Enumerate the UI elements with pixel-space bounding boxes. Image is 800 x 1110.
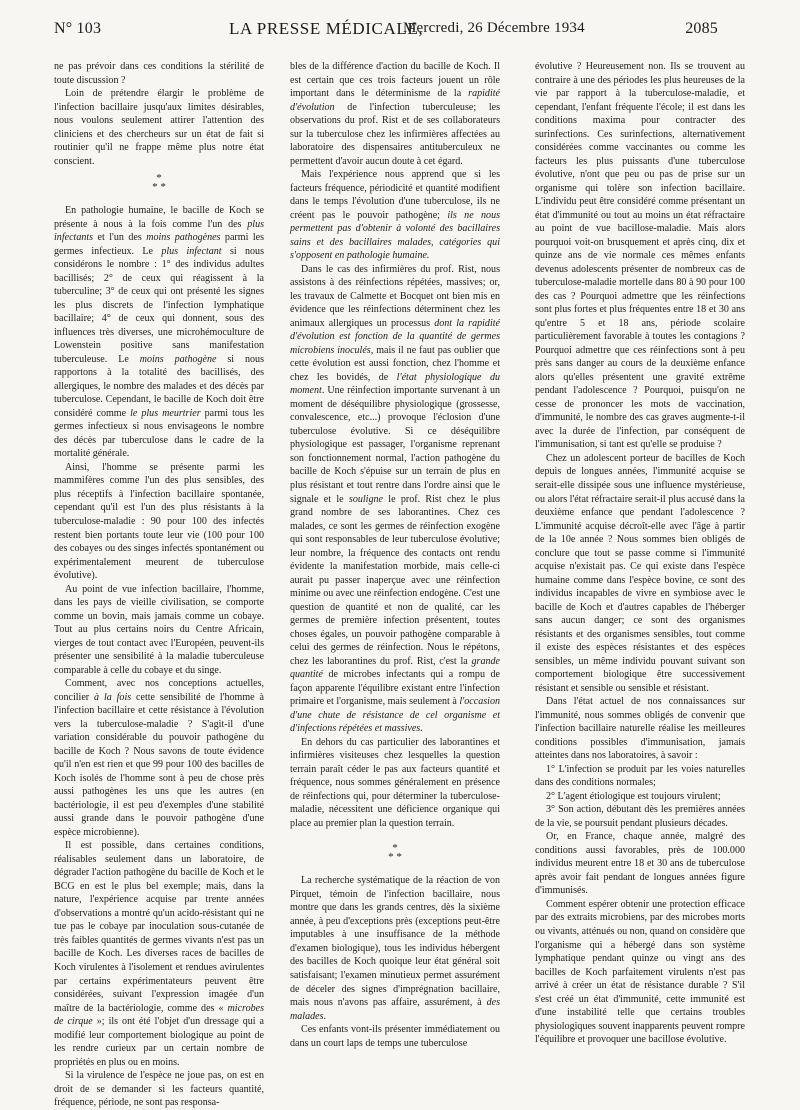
paragraph: ne pas prévoir dans ces conditions la stérilité de toute discussion ? <box>54 61 264 86</box>
paragraph: La recherche systématique de la réaction de von Pirquet, témoin de l'infection bacillaire, nous montre que dans les grands centres, dès la sixième année, à peu d'exceptions près (exceptions peut-être imputables à une insuffisance de la méthode d'examen biologique), tous les individus hébergent des bacilles de Koch quoique leur état général soit satisfaisant; l'examen minutieux permet assurément de déceler des signes d'imprégnation bacillaire, mais nous n'avons pas affaire, assurément, à des malades. <box>290 875 500 1022</box>
paragraph: Dans l'état actuel de nos connaissances sur l'immunité, nous sommes obligés de convenir que l'infection bacillaire naturelle réalise les meilleures conditions possibles d'immunisation, jamais atteintes dans nos laboratoires, à savoir : <box>535 696 745 762</box>
article-column-3 <box>535 60 745 1078</box>
paragraph: En dehors du cas particulier des laborantines et infirmières visiteuses chez lesquelles la question terrain paraît céder le pas aux facteurs quantité et fréquence, nous sommes généralement en présence de réinfections qui, pour déterminer la tuberculose-maladie, nécessitent une déficience organique qui place au premier plan la question terrain. <box>290 736 500 829</box>
page-number: 2085 <box>685 20 718 37</box>
paragraph: Chez un adolescent porteur de bacilles de Koch depuis de longues années, l'immunité acquise se serait-elle dissipée sous une influence mystérieuse, ou alors l'état réfractaire serait-il plus accusé dans la deuxième enfance que pendant l'adolescence ? L'immunité acquise décroît-elle avec l'âge à partir de la 10e année ? Nous sommes bien obligés de conclure que tout se passe comme si l'immunité acquise n'existait pas. Ce qui existe dans l'espèce humaine comme dans l'espèce bovine, ce sont des individus incapables de vivre en symbiose avec le bacille de Koch et d'autres capables de l'héberger sans aucun danger; ce sont des organismes résistants et des organismes sensibles, tout comme il existe des espèces résistantes et des espèces sensibles, un même individu pouvant suivant son comportement biologique être successivement résistant et sensible ou sensible et résistant. <box>535 452 745 694</box>
paragraph: Si la virulence de l'espèce ne joue pas, on est en droit de se demander si les facteurs quantité, fréquence, période, ne sont pas responsa- <box>54 1070 264 1109</box>
paragraph: Au point de vue infection bacillaire, l'homme, dans les pays de vieille civilisation, se comporte comme un bovin, mais jamais comme un cobaye. Tout au plus certains noirs du Centre Africain, vierges de tout contact avec l'Européen, peuvent-ils présenter une sensibilité à la maladie tuberculeuse comparable à celle du cobaye et du singe. <box>54 583 264 676</box>
paragraph: Loin de prétendre élargir le problème de l'infection bacillaire jusqu'aux limites désirables, nous voulons seulement attirer l'attention des cliniciens et des chercheurs sur un état de fait si routinier qu'il ne frappe même plus notre état conscient. <box>54 88 264 167</box>
list-item: 1° L'infection se produit par les voies naturelles dans des conditions normales; <box>535 763 745 789</box>
paragraph: En pathologie humaine, le bacille de Koch se présente à nous à la fois comme l'un des plus infectants et l'un des moins pathogènes parmi les germes infectieux. Le plus infectant si nous considérons le nombre : 1° des individus adultes bacillisés; 2° de ceux qui réagissent à la tuberculine; 3° de ceux qui ont présenté les signes les plus discrets de l'infection lymphatique bacillaire; 4° de ceux qui donnent, sous des influences très diverses, une microhémoculture de Lowenstein positive sans manifestation tuberculeuse. Le moins pathogène si nous rapportons à la totalité des bacillisés, des allergiques, le nombre des malades et des décès par tuberculose. Cependant, le bacille de Koch doit être considéré comme le plus meurtrier parmi tous les germes infectieux si nous envisageons le nombre des décès par tuberculose dans le cadre de la mortalité générale. <box>54 205 264 460</box>
section-separator: * * * <box>388 842 402 864</box>
paragraph: Ces enfants vont-ils présenter immédiatement ou dans un court laps de temps une tuberculose <box>290 1024 500 1049</box>
section-separator: * * * <box>152 172 166 194</box>
issue-number: N° 103 <box>54 20 102 37</box>
article-column-1 <box>54 60 265 1109</box>
paragraph: Comment, avec nos conceptions actuelles, concilier à la fois cette sensibilité de l'homme à l'infection bacillaire et cette résistance à l'évolution vers la tuberculose-maladie ? S'agit-il d'une variation considérable du pouvoir pathogène du bacille de Koch ? Nous savons de toute évidence qu'il n'en est rien et que 99 pour 100 des bacilles de Koch isolés de l'homme sont à peu de chose près aussi pathogènes les uns que les autres (en bactériologie, il est peu d'exemples d'une stabilité aussi grande dans le pouvoir pathogène d'une espèce microbienne). <box>54 678 264 838</box>
paragraph: évolutive ? Heureusement non. Ils se trouvent au contraire à une des périodes les plus heureuses de la vie par rapport à la tuberculose-maladie, et cependant, l'enfant fréquente l'école; il est dans les conditions maxima pour contracter des surinfections. Ces surinfections, alternativement considérées comme vaccinantes ou comme les facteurs les plus puissants d'une tuberculose évolutive, n'ont que peu ou pas de prise sur un organisme qui tolère son infection bacillaire. L'individu peut être considéré comme présentant un état d'immunité ou tout au moins un état réfractaire au point de vue bacillose-maladie. Mais alors pourquoi voit-on brusquement et après cinq, dix et quinze ans de vie normale ces mêmes enfants devenus adolescents présenter de nombreux cas de tuberculose-maladie mortelle dans 80 à 90 pour 100 des cas ? Pourquoi admettre que les réinfections sont plus fortes et plus fréquentes entre 18 et 30 ans qu'entre 5 et 18 ans, période scolaire particulièrement favorable à toutes les contagions ? Pourquoi admettre que ces réinfections sont à peu près sans danger au cours de la deuxième enfance alors qu'elles présentent une gravité extrême pendant l'adolescence ? Pourquoi, puisqu'on ne cesse de prononcer les mots de vaccination, d'immunité, le nombre des cas graves augmente-t-il avec la durée de l'infection, par conséquent de l'immunisation, si tant est qu'elle se produise ? <box>535 61 745 451</box>
paragraph: Or, en France, chaque année, malgré des conditions aussi favorables, près de 100.000 individus meurent entre 18 et 30 ans de tuberculose après avoir fait pendant de longues années figure d'immunisés. <box>535 831 745 897</box>
paragraph: Comment espérer obtenir une protection efficace par des extraits microbiens, par des microbes morts ou vivants, atténués ou non, quand on considère que l'organisme qui a hébergé dans son système lymphatique pendant quinze ou vingt ans des bacilles de Koch parfaitement virulents n'est pas arrivé à créer un état de résistance durable ? S'il s'est créé un état d'immunité, cette immunité est d'une instabilité telle que certains troubles physiologiques souvent inapparents peuvent rompre l'équilibre et provoquer une bacillose évolutive. <box>535 898 745 1046</box>
issue-date: Mercredi, 26 Décembre 1934 <box>403 20 585 36</box>
journal-title: LA PRESSE MÉDICALE, <box>229 19 424 38</box>
paragraph: bles de la différence d'action du bacille de Koch. Il est certain que ces trois facteurs jouent un rôle important dans le déterminisme de la rapidité d'évolution de l'infection tuberculeuse; les observations du prof. Rist et de ses collaborateurs sur la tuberculose chez les infirmières affectées au laboratoire des dispensaires antituberculeux ne permettent d'avoir aucun doute à cet égard. <box>290 61 500 167</box>
paragraph: Dans le cas des infirmières du prof. Rist, nous assistons à des réinfections répétées, massives; or, les travaux de Calmette et Bocquet ont bien mis en évidence que les réinfections déterminent chez les animaux allergiques un processus dont la rapidité d'évolution est fonction de la quantité de germes microbiens inoculés, mais il ne faut pas oublier que cette évolution est aussi fonction, chez l'homme et chez les bovidés, de l'état physiologique du moment. Une réinfection importante survenant à un moment de déséquilibre physiologique (grossesse, convalescence, etc...) provoque l'éclosion d'une tuberculose évolutive. Si ce déséquilibre physiologique est passager, l'organisme reprenant son fonctionnement normal, l'action pathogène du bacille de Koch s'épuise sur un terrain de plus en plus résistant et tout rentre dans l'ordre ainsi que le signale et le souligne le prof. Rist chez le plus grand nombre de ses laborantines. Chez ces malades, ce sont les germes de réinfection exogène qui sont responsables de leur tuberculose évolutive; leur nombre, la fréquence des contacts ont rendu évidente la manifestation morbide, mais celle-ci aurait pu passer inaperçue avec une réinfection minime ou avec une réinfection endogène. C'est une question de quantité et non de qualité, car les germes de première infection présentent, toutes choses égales, un pouvoir pathogène comparable à celui des germes de réinfection. Nous le répétons, chez les laborantines du prof. Rist, c'est la grande quantité de microbes infectants qui a rompu de façon apparente l'équilibre existant entre l'infection primaire et l'organisme, mais seulement à l'occasion d'une chute de résistance de cel organisme et d'infections répétées et massives. <box>290 263 500 735</box>
list-item: 2° L'agent étiologique est toujours virulent; <box>546 790 721 802</box>
paragraph: Il est possible, dans certaines conditions, réalisables seulement dans un laboratoire, de dégrader l'action pathogène du bacille de Koch et le BCG en est le plus bel exemple; mais, dans la nature, l'expérience acquise par trente années d'observations a montré qu'un acido-résistant qui ne tue pas le cobaye par inoculation sous-cutanée de très faibles quantités de germes vivants n'est pas un bacille de Koch. Les diverses races de bacilles de Koch virulentes à l'isolement et rendues avirulentes par certains expérimentateurs peuvent être considérées, suivant l'expression imagée d'un maître de la bactériologie, comme des « microbes de cirque »; ils ont été l'objet d'un dressage qui a modifié leur comportement biologique au point de les rendre curieux par un certain nombre de propriétés en plus ou en moins. <box>54 840 265 1068</box>
page-header <box>54 16 718 42</box>
paragraph: Mais l'expérience nous apprend que si les facteurs fréquence, périodicité et quantité modifient dans le temps l'évolution d'une tuberculose, ils ne créent pas le pouvoir pathogène; ils ne nous permettent pas d'obtenir à volonté des bacillaires sains et des bacillaires malades, catégories qui s'opposent en pathologie humaine. <box>290 169 501 262</box>
paragraph: Ainsi, l'homme se présente parmi les mammifères comme l'un des plus sensibles, des plus réceptifs à l'infection bacillaire spontanée, cependant qu'il est l'un des plus résistants à la tuberculose-maladie : 90 pour 100 des infectés restent bien portants toute leur vie (100 pour 100 des cobayes ou des singes infectés spontanément ou expérimentalement meurent de tuberculose évolutive). <box>54 461 264 582</box>
list-item: 3° Son action, débutant dès les premières années de la vie, se poursuit pendant plusieurs décades. <box>535 804 745 829</box>
article-column-2 <box>290 60 500 1078</box>
